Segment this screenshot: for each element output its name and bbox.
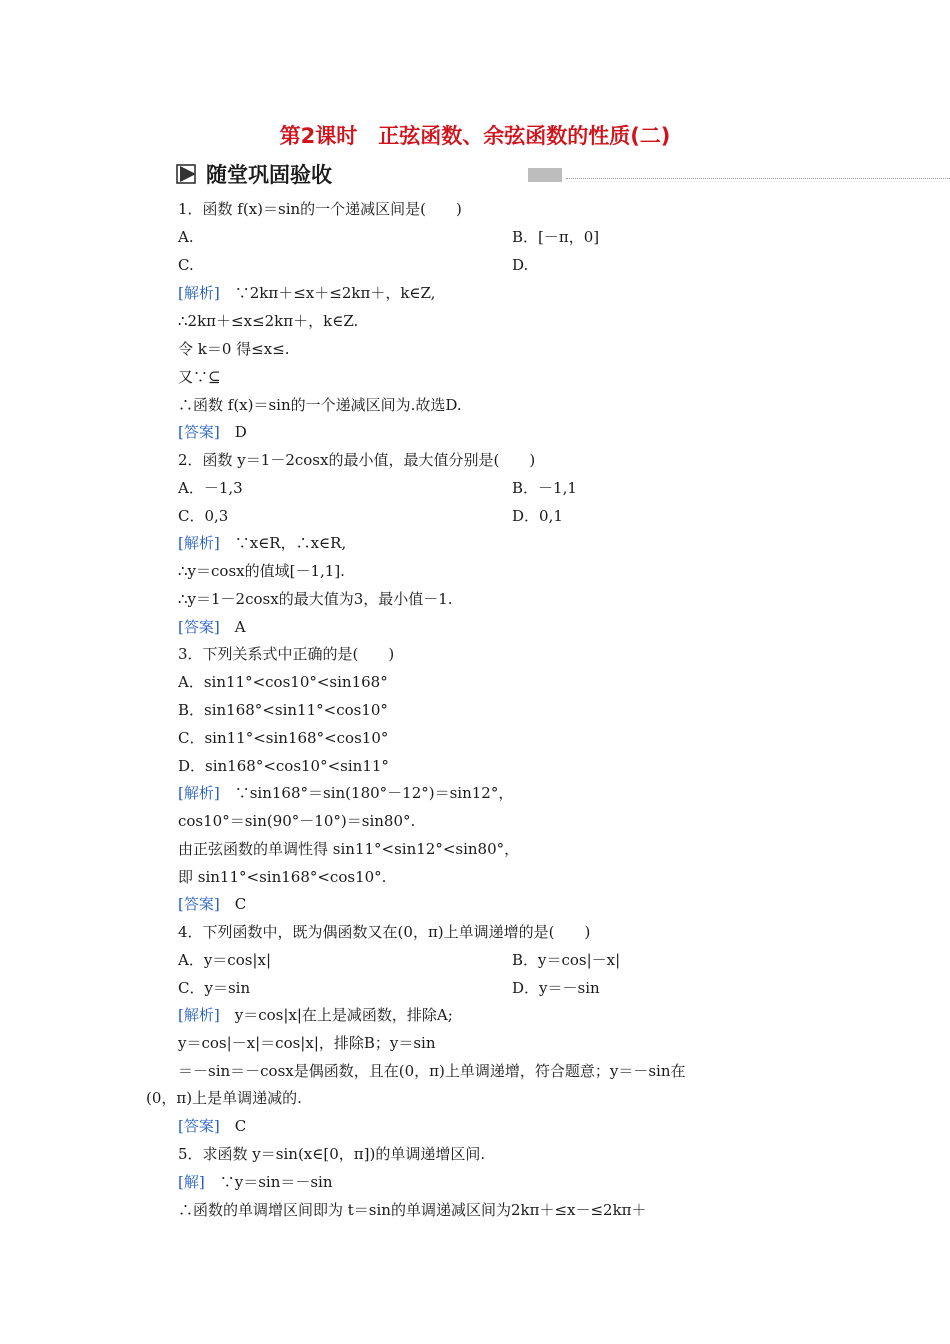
option: B．y＝cos|－x| bbox=[512, 951, 621, 969]
banner-rule bbox=[566, 178, 950, 179]
answer-value: C bbox=[234, 1117, 247, 1135]
analysis-text: ∵y＝sin＝－sin bbox=[219, 1173, 333, 1191]
analysis-line bbox=[178, 1005, 453, 1025]
page-title: 第2课时 正弦函数、余弦函数的性质(二) bbox=[279, 124, 671, 148]
question-stem: 4．下列函数中，既为偶函数又在(0，π)上单调递增的是( ) bbox=[178, 923, 591, 941]
option: C．0,3 bbox=[178, 507, 229, 525]
analysis-line bbox=[178, 533, 346, 553]
analysis-text: (0，π)上是单调递减的. bbox=[146, 1089, 302, 1107]
option: A．y＝cos|x| bbox=[178, 951, 272, 969]
option: D．sin168°<cos10°<sin11° bbox=[178, 757, 389, 775]
analysis-line bbox=[178, 783, 513, 803]
answer-line bbox=[178, 1116, 246, 1136]
analysis-text: y＝cos|－x|＝cos|x|，排除B；y＝sin bbox=[178, 1034, 436, 1052]
section-banner bbox=[176, 158, 848, 188]
answer-tag: [答案] bbox=[178, 1117, 220, 1135]
option: B．[－π，0] bbox=[512, 228, 600, 246]
analysis-text: ∵x∈R，∴x∈R, bbox=[234, 534, 347, 552]
option: C. bbox=[178, 256, 194, 274]
analysis-tag: [解] bbox=[178, 1173, 205, 1191]
answer-tag: [答案] bbox=[178, 895, 220, 913]
analysis-text: ∴函数 f(x)＝sin的一个递减区间为.故选D. bbox=[178, 396, 462, 414]
option: A．－1,3 bbox=[178, 479, 243, 497]
question-stem: 1．函数 f(x)＝sin的一个递减区间是( ) bbox=[178, 200, 462, 218]
analysis-text: ＝－sin＝－cosx是偶函数，且在(0，π)上单调递增，符合题意；y＝－sin在 bbox=[178, 1062, 686, 1080]
analysis-tag: [解析] bbox=[178, 1006, 220, 1024]
question-stem: 3．下列关系式中正确的是( ) bbox=[178, 645, 395, 663]
option: C．sin11°<sin168°<cos10° bbox=[178, 729, 389, 747]
option: C．y＝sin bbox=[178, 979, 251, 997]
answer-line bbox=[178, 422, 247, 442]
analysis-line bbox=[178, 283, 435, 303]
banner-bar bbox=[528, 168, 562, 182]
analysis-text: cos10°＝sin(90°－10°)＝sin80°. bbox=[178, 812, 416, 830]
question-stem: 5．求函数 y＝sin(x∈[0，π])的单调递增区间. bbox=[178, 1145, 486, 1163]
section-banner-label: 随堂巩固验收 bbox=[206, 163, 332, 187]
analysis-text: ∵2kπ＋≤x＋≤2kπ＋，k∈Z, bbox=[234, 284, 436, 302]
option: D．0,1 bbox=[512, 507, 563, 525]
answer-line bbox=[178, 617, 246, 637]
option: D. bbox=[512, 256, 529, 274]
analysis-tag: [解析] bbox=[178, 784, 220, 802]
answer-value: D bbox=[234, 423, 247, 441]
analysis-text: y＝cos|x|在上是减函数，排除A; bbox=[234, 1006, 453, 1024]
analysis-tag: [解析] bbox=[178, 284, 220, 302]
option: B．－1,1 bbox=[512, 479, 577, 497]
answer-line bbox=[178, 894, 246, 914]
analysis-line bbox=[178, 1172, 333, 1192]
analysis-tag: [解析] bbox=[178, 534, 220, 552]
analysis-text: 又∵⊆ bbox=[178, 368, 221, 386]
analysis-text: 由正弦函数的单调性得 sin11°<sin12°<sin80°， bbox=[178, 840, 520, 858]
option: B．sin168°<sin11°<cos10° bbox=[178, 701, 388, 719]
answer-value: A bbox=[234, 618, 246, 636]
analysis-text: ∴函数的单调增区间即为 t＝sin的单调递减区间为2kπ＋≤x－≤2kπ＋ bbox=[178, 1201, 647, 1219]
answer-value: C bbox=[234, 895, 247, 913]
analysis-text: ∵sin168°＝sin(180°－12°)＝sin12°， bbox=[234, 784, 514, 802]
option: A．sin11°<cos10°<sin168° bbox=[178, 673, 388, 691]
analysis-text: ∴y＝cosx的值域[－1,1]. bbox=[178, 562, 345, 580]
answer-tag: [答案] bbox=[178, 618, 220, 636]
question-stem: 2．函数 y＝1－2cosx的最小值，最大值分别是( ) bbox=[178, 451, 536, 469]
analysis-text: 令 k＝0 得≤x≤. bbox=[178, 340, 290, 358]
analysis-text: ∴2kπ＋≤x≤2kπ＋，k∈Z. bbox=[178, 312, 359, 330]
option: D．y＝－sin bbox=[512, 979, 600, 997]
analysis-text: 即 sin11°<sin168°<cos10°. bbox=[178, 868, 387, 886]
option: A. bbox=[178, 228, 194, 246]
play-arrow-icon bbox=[176, 162, 198, 186]
analysis-text: ∴y＝1－2cosx的最大值为3，最小值－1. bbox=[178, 590, 453, 608]
answer-tag: [答案] bbox=[178, 423, 220, 441]
